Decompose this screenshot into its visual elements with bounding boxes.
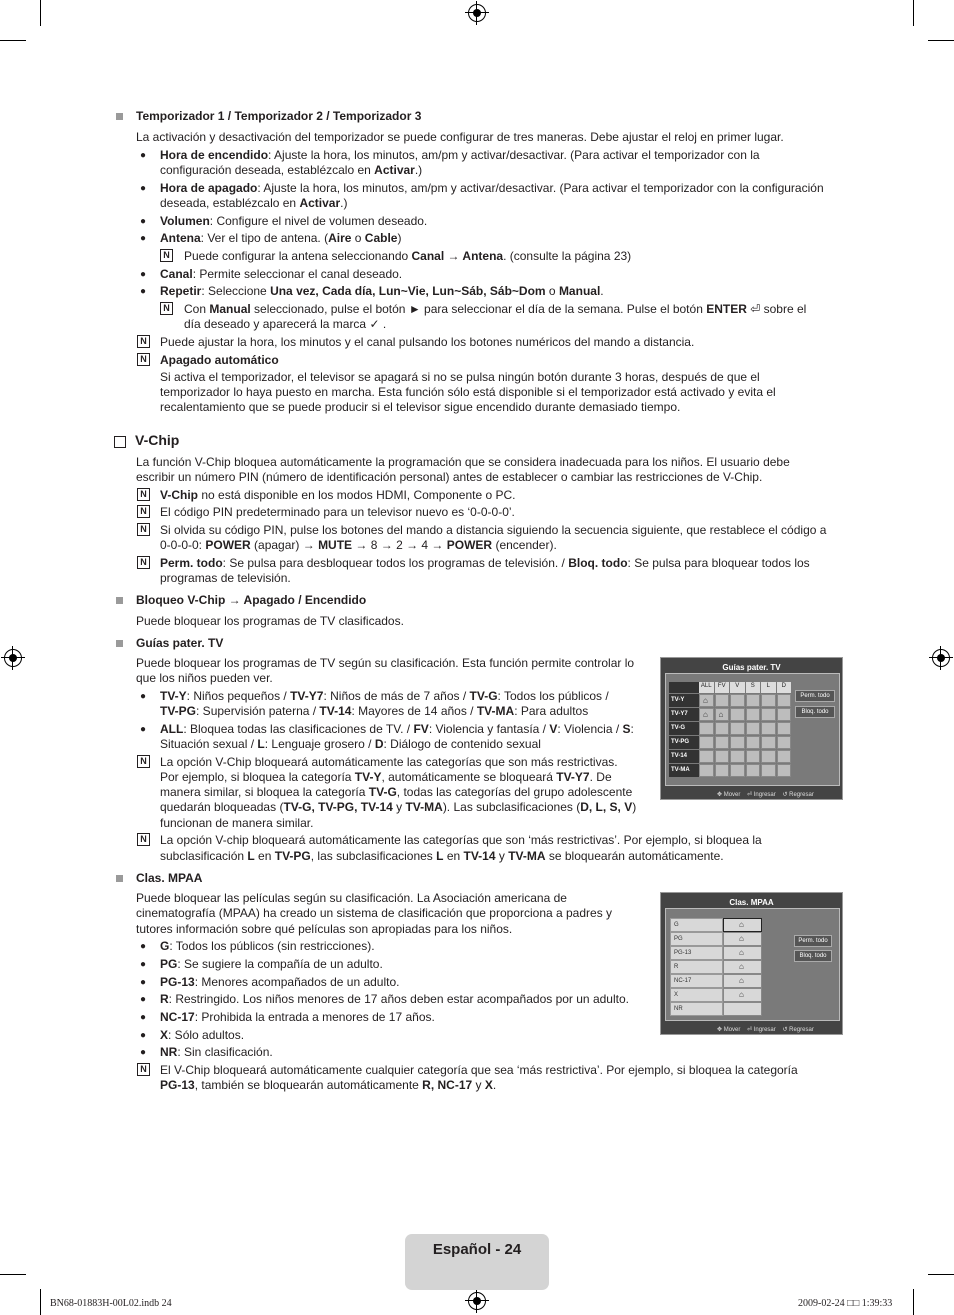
mpaa-rating-item: R: Restringido. Los niños menores de 17 años deben estar acompañados por un adulto.	[160, 992, 629, 1006]
bullet-icon: ●	[140, 1012, 147, 1023]
lock-icon: ⌂	[739, 948, 744, 957]
vchip-note-1: V-Chip no está disponible en los modos HDMI, Componente o PC.	[160, 488, 516, 502]
bullet-icon: ●	[140, 216, 147, 227]
note-icon: N	[137, 755, 150, 768]
grid-cell[interactable]	[715, 764, 730, 777]
auto-off-line-3: recalentamiento que se puede producir si el televisor sigue encendido durante demasiado tiempo.	[160, 400, 681, 414]
grid-cell[interactable]	[777, 764, 792, 777]
note-icon: N	[137, 353, 150, 366]
tv-note-1-line-2: Por ejemplo, si bloquea la categoría TV-Y, automáticamente se bloqueará TV-Y7. De	[160, 770, 612, 784]
mpaa-menu-panel	[665, 908, 840, 1021]
bullet-icon: ●	[140, 269, 147, 280]
bullet-icon: ●	[140, 286, 147, 297]
mpaa-rating-item: NC-17: Prohibida la entrada a menores de 17 años.	[160, 1010, 435, 1024]
mpaa-menu	[660, 892, 843, 1035]
auto-off-line-2: temporizador lo haya puesto en marcha. Esta función sólo está disponible si el temporizador está activado y evita el	[160, 385, 776, 399]
print-date: 2009-02-24 □□ 1:39:33	[798, 1298, 893, 1309]
note-icon: N	[137, 488, 150, 501]
timer-intro: La activación y desactivación del temporizador se puede configurar de tres maneras. Debe ajustar el reloj en primer lugar.	[136, 130, 784, 144]
grid-column-fv: FV	[715, 682, 730, 693]
lock-icon: ⌂	[739, 920, 744, 929]
grid-cell[interactable]	[730, 694, 745, 707]
grid-cell[interactable]	[699, 764, 714, 777]
enter-icon: ⏎	[746, 302, 761, 316]
mpaa-menu-title: Clas. MPAA	[729, 898, 774, 907]
lock-icon: ⌂	[739, 962, 744, 971]
grid-cell[interactable]	[715, 736, 730, 749]
grid-cell[interactable]	[699, 708, 714, 721]
grid-cell[interactable]	[746, 750, 761, 763]
grid-row-label[interactable]: TV-Y7	[669, 708, 699, 721]
tv-note-2-line-2: subclasificación L en TV-PG, las subclasificaciones L en TV-14 y TV-MA se bloquearán automáticamente.	[160, 849, 724, 863]
mpaa-rating-item: G: Todos los públicos (sin restricciones).	[160, 939, 375, 953]
mpaa-menu-row[interactable]: G	[670, 918, 723, 932]
vchip-onoff-text: Puede bloquear los programas de TV clasificados.	[136, 614, 404, 628]
note-icon: N	[137, 556, 150, 569]
mpaa-lock-cell[interactable]	[723, 960, 762, 974]
grid-cell[interactable]	[746, 764, 761, 777]
mpaa-lock-cell[interactable]	[723, 1002, 762, 1016]
crop-mark	[0, 1274, 26, 1275]
grid-cell[interactable]	[761, 764, 776, 777]
crop-mark	[928, 40, 954, 41]
mpaa-menu-row[interactable]: NC-17	[670, 974, 723, 988]
mpaa-intro-3: tutores información sobre qué películas son apropiadas para los niños.	[136, 922, 513, 936]
grid-cell[interactable]	[715, 722, 730, 735]
grid-cell[interactable]	[777, 736, 792, 749]
vchip-intro-1: La función V-Chip bloquea automáticamente la programación que se considera inadecuada para los niños. El usuario debe	[136, 455, 790, 469]
channel-line: Canal: Permite seleccionar el canal deseado.	[160, 267, 403, 281]
vchip-note-4-line-2: programas de televisión.	[160, 571, 291, 585]
registration-mark-icon	[4, 649, 22, 667]
tv-note-1-line-5: funcionan de manera similar.	[160, 816, 314, 830]
bullet-icon: ●	[140, 959, 147, 970]
mpaa-lock-cell[interactable]	[723, 918, 762, 932]
vchip-intro-2: escribir un número PIN (número de identificación personal) antes de establecer o cambiar las restricciones de V-Chip.	[136, 470, 763, 484]
bullet-icon: ●	[140, 691, 147, 702]
tv-sub-ratings-line-1: ALL: Bloquea todas las clasificaciones de TV. / FV: Violencia y fantasía / V: Violencia / S:	[160, 722, 634, 736]
enter-icon: ⏎	[747, 1027, 754, 1033]
note-icon: N	[137, 523, 150, 536]
volume-line: Volumen: Configure el nivel de volumen deseado.	[160, 214, 428, 228]
square-bullet-icon	[116, 640, 123, 647]
crop-mark	[0, 40, 26, 41]
on-time-line-1: Hora de encendido: Ajuste la hora, los minutos, am/pm y activar/desactivar. (Para activar el temporizador con la	[160, 148, 760, 162]
mpaa-menu-row[interactable]: X	[670, 988, 723, 1002]
grid-cell[interactable]	[730, 736, 745, 749]
tv-menu-title: Guías pater. TV	[722, 663, 781, 672]
grid-cell[interactable]	[746, 708, 761, 721]
timer-heading: Temporizador 1 / Temporizador 2 / Temporizador 3	[136, 109, 422, 123]
lock-icon: ⌂	[739, 934, 744, 943]
repeat-note-line-1: Con Manual seleccionado, pulse el botón ► para seleccionar el día de la semana. Pulse el botón ENTER ⏎ sobre el	[184, 302, 807, 316]
mpaa-lock-cell[interactable]	[723, 946, 762, 960]
square-bullet-icon	[116, 875, 123, 882]
mpaa-intro-2: cinematografía (MPAA) ha creado un sistema de clasificación que proporciona a padres y	[136, 906, 613, 920]
grid-cell[interactable]	[746, 722, 761, 735]
bullet-icon: ●	[140, 941, 147, 952]
grid-cell[interactable]	[715, 750, 730, 763]
tv-guide-menu	[660, 657, 843, 800]
vchip-note-3-line-2: 0-0-0-0: POWER (apagar) → MUTE → 8 → 2 → 4 → POWER (encender).	[160, 538, 557, 552]
grid-cell[interactable]	[777, 694, 792, 707]
mpaa-rating-item: PG: Se sugiere la compañía de un adulto.	[160, 957, 383, 971]
tv-guide-intro-2: que los niños pueden ver.	[136, 671, 273, 685]
grid-cell[interactable]	[730, 708, 745, 721]
crop-mark	[913, 0, 914, 26]
vchip-onoff-heading: Bloqueo V-Chip → Apagado / Encendido	[136, 593, 367, 607]
note-icon: N	[137, 335, 150, 348]
perm-all-button[interactable]: Perm. todo	[794, 935, 832, 947]
grid-cell[interactable]	[699, 694, 714, 707]
grid-corner	[669, 682, 699, 693]
bullet-icon: ●	[140, 233, 147, 244]
mpaa-rating-item: PG-13: Menores acompañados de un adulto.	[160, 975, 400, 989]
grid-cell[interactable]	[761, 694, 776, 707]
mpaa-lock-cell[interactable]	[723, 932, 762, 946]
grid-cell[interactable]	[761, 736, 776, 749]
vchip-note-4-line-1: Perm. todo: Se pulsa para desbloquear todos los programas de televisión. / Bloq. todo: Se pulsa para bloquear todos los	[160, 556, 810, 570]
lock-icon: ⌂	[739, 990, 744, 999]
mpaa-heading: Clas. MPAA	[136, 871, 203, 885]
on-time-line-2: configuración deseada, establézcalo en Activar.)	[160, 163, 423, 177]
grid-cell[interactable]	[699, 750, 714, 763]
return-icon: ↺	[782, 1027, 790, 1033]
grid-cell[interactable]	[777, 722, 792, 735]
move-icon: ✥	[717, 1027, 724, 1033]
crop-mark	[40, 1289, 41, 1315]
antenna-note: Puede configurar la antena seleccionando Canal → Antena. (consulte la página 23)	[184, 249, 632, 263]
repeat-note-line-2: día deseado y aparecerá la marca ✓ .	[184, 317, 387, 331]
mpaa-menu-row[interactable]: PG	[670, 932, 723, 946]
bullet-icon: ●	[140, 1047, 147, 1058]
mpaa-rating-item: NR: Sin clasificación.	[160, 1045, 273, 1059]
mpaa-note-line-1: El V-Chip bloqueará automáticamente cualquier categoría que sea ‘más restrictiva’. Por ejemplo, si bloquea la categoría	[160, 1063, 798, 1077]
tv-note-2-line-1: La opción V-chip bloqueará automáticamente las categorías que son ‘más restrictivas’. Por ejemplo, si bloquea la	[160, 833, 762, 847]
mpaa-menu-footer: ✥ Mover ⏎ Ingresar ↺ Regresar	[717, 1027, 814, 1033]
tv-rating-grid	[669, 682, 791, 778]
grid-row-label[interactable]: TV-MA	[669, 764, 699, 777]
block-all-button[interactable]: Bloq. todo	[795, 706, 835, 718]
tv-note-1-line-4: quedarán bloqueadas (TV-G, TV-PG, TV-14 y TV-MA). Las subclasificaciones (D, L, S, V)	[160, 800, 637, 814]
grid-row-label[interactable]: TV-G	[669, 722, 699, 735]
tv-sub-ratings-line-2: Situación sexual / L: Lenguaje grosero / D: Diálogo de contenido sexual	[160, 737, 541, 751]
registration-mark-icon	[468, 1292, 486, 1310]
tv-ratings-line-1: TV-Y: Niños pequeños / TV-Y7: Niños de más de 7 años / TV-G: Todos los públicos /	[160, 689, 609, 703]
mpaa-rating-item: X: Sólo adultos.	[160, 1028, 245, 1042]
numbers-note: Puede ajustar la hora, los minutos y el canal pulsando los botones numéricos del mando a distancia.	[160, 335, 695, 349]
bullet-icon: ●	[140, 150, 147, 161]
repeat-line: Repetir: Seleccione Una vez, Cada día, Lun~Vie, Lun~Sáb, Sáb~Dom o Manual.	[160, 284, 604, 298]
note-icon: N	[137, 1063, 150, 1076]
lock-icon: ⌂	[703, 696, 708, 705]
grid-cell[interactable]	[730, 764, 745, 777]
grid-cell[interactable]	[730, 750, 745, 763]
note-icon: N	[137, 505, 150, 518]
crop-mark	[40, 0, 41, 26]
mpaa-rating-grid	[670, 918, 762, 1016]
return-icon: ↺	[782, 792, 790, 798]
crop-mark	[928, 1274, 954, 1275]
grid-cell[interactable]	[715, 708, 730, 721]
vchip-note-3-line-1: Si olvida su código PIN, pulse los botones del mando a distancia siguiendo la secuencia siguiente, que restablece el código a	[160, 523, 827, 537]
bullet-icon: ●	[140, 977, 147, 988]
note-icon: N	[160, 302, 173, 315]
grid-cell[interactable]	[699, 736, 714, 749]
crop-mark	[913, 1289, 914, 1315]
mpaa-note-line-2: PG-13, también se bloquearán automáticamente R, NC-17 y X.	[160, 1078, 497, 1092]
square-bullet-icon	[116, 113, 123, 120]
tv-menu-panel	[665, 673, 840, 786]
mpaa-menu-row[interactable]: PG-13	[670, 946, 723, 960]
mpaa-menu-row[interactable]: R	[670, 960, 723, 974]
grid-column-v: V	[730, 682, 745, 693]
auto-off-title: Apagado automático	[160, 353, 279, 367]
registration-mark-icon	[468, 4, 486, 22]
grid-row-label[interactable]: TV-14	[669, 750, 699, 763]
tv-menu-footer: ✥ Mover ⏎ Ingresar ↺ Regresar	[717, 792, 814, 798]
auto-off-line-1: Si activa el temporizador, el televisor se apagará si no se pulsa ningún botón durante 3 horas, después de que el	[160, 370, 760, 384]
grid-cell[interactable]	[761, 708, 776, 721]
page-number: Español - 24	[432, 1241, 522, 1258]
square-bullet-icon	[116, 597, 123, 604]
tv-guide-heading: Guías pater. TV	[136, 636, 224, 650]
tv-note-1-line-3: manera similar, si bloquea la categoría TV-G, todas las categorías del grupo adolescente	[160, 785, 633, 799]
off-time-line-2: deseada, establézcalo en Activar.)	[160, 196, 348, 210]
bullet-icon: ●	[140, 994, 147, 1005]
grid-cell[interactable]	[730, 722, 745, 735]
grid-row-label[interactable]: TV-PG	[669, 736, 699, 749]
grid-row-label[interactable]: TV-Y	[669, 694, 699, 707]
off-time-line-1: Hora de apagado: Ajuste la hora, los minutos, am/pm y activar/desactivar. (Para activar el temporizador con la configuración	[160, 181, 824, 195]
note-icon: N	[137, 833, 150, 846]
mpaa-lock-cell[interactable]	[723, 974, 762, 988]
checkbox-square-icon	[114, 436, 126, 448]
grid-cell[interactable]	[761, 722, 776, 735]
grid-cell[interactable]	[746, 694, 761, 707]
antenna-line: Antena: Ver el tipo de antena. (Aire o Cable)	[160, 231, 402, 245]
perm-all-button[interactable]: Perm. todo	[795, 690, 835, 702]
tv-note-1-line-1: La opción V-Chip bloqueará automáticamente las categorías que son más restrictivas.	[160, 755, 618, 769]
lock-icon: ⌂	[739, 976, 744, 985]
grid-column-d: D	[777, 682, 792, 693]
registration-mark-icon	[932, 649, 950, 667]
grid-column-s: S	[746, 682, 761, 693]
mpaa-lock-cell[interactable]	[723, 988, 762, 1002]
tv-guide-intro-1: Puede bloquear los programas de TV según su clasificación. Esta función permite controlar lo	[136, 656, 635, 670]
lock-icon: ⌂	[703, 710, 708, 719]
block-all-button[interactable]: Bloq. todo	[794, 950, 832, 962]
grid-cell[interactable]	[761, 750, 776, 763]
grid-column-l: L	[761, 682, 776, 693]
bullet-icon: ●	[140, 724, 147, 735]
mpaa-menu-row[interactable]: NR	[670, 1002, 723, 1016]
grid-cell[interactable]	[699, 722, 714, 735]
grid-cell[interactable]	[777, 708, 792, 721]
grid-cell[interactable]	[746, 736, 761, 749]
tv-ratings-line-2: TV-PG: Supervisión paterna / TV-14: Mayores de 14 años / TV-MA: Para adultos	[160, 704, 589, 718]
enter-icon: ⏎	[747, 792, 754, 798]
grid-column-all: ALL	[699, 682, 714, 693]
bullet-icon: ●	[140, 1030, 147, 1041]
bullet-icon: ●	[140, 183, 147, 194]
note-icon: N	[160, 249, 173, 262]
vchip-note-2: El código PIN predeterminado para un televisor nuevo es ‘0-0-0-0’.	[160, 505, 515, 519]
grid-cell[interactable]	[715, 694, 730, 707]
vchip-title: V-Chip	[135, 432, 180, 448]
move-icon: ✥	[717, 792, 724, 798]
lock-icon: ⌂	[718, 710, 724, 719]
grid-cell[interactable]	[777, 750, 792, 763]
mpaa-intro-1: Puede bloquear las películas según su clasificación. La Asociación americana de	[136, 891, 567, 905]
file-name: BN68-01883H-00L02.indb 24	[50, 1298, 172, 1309]
